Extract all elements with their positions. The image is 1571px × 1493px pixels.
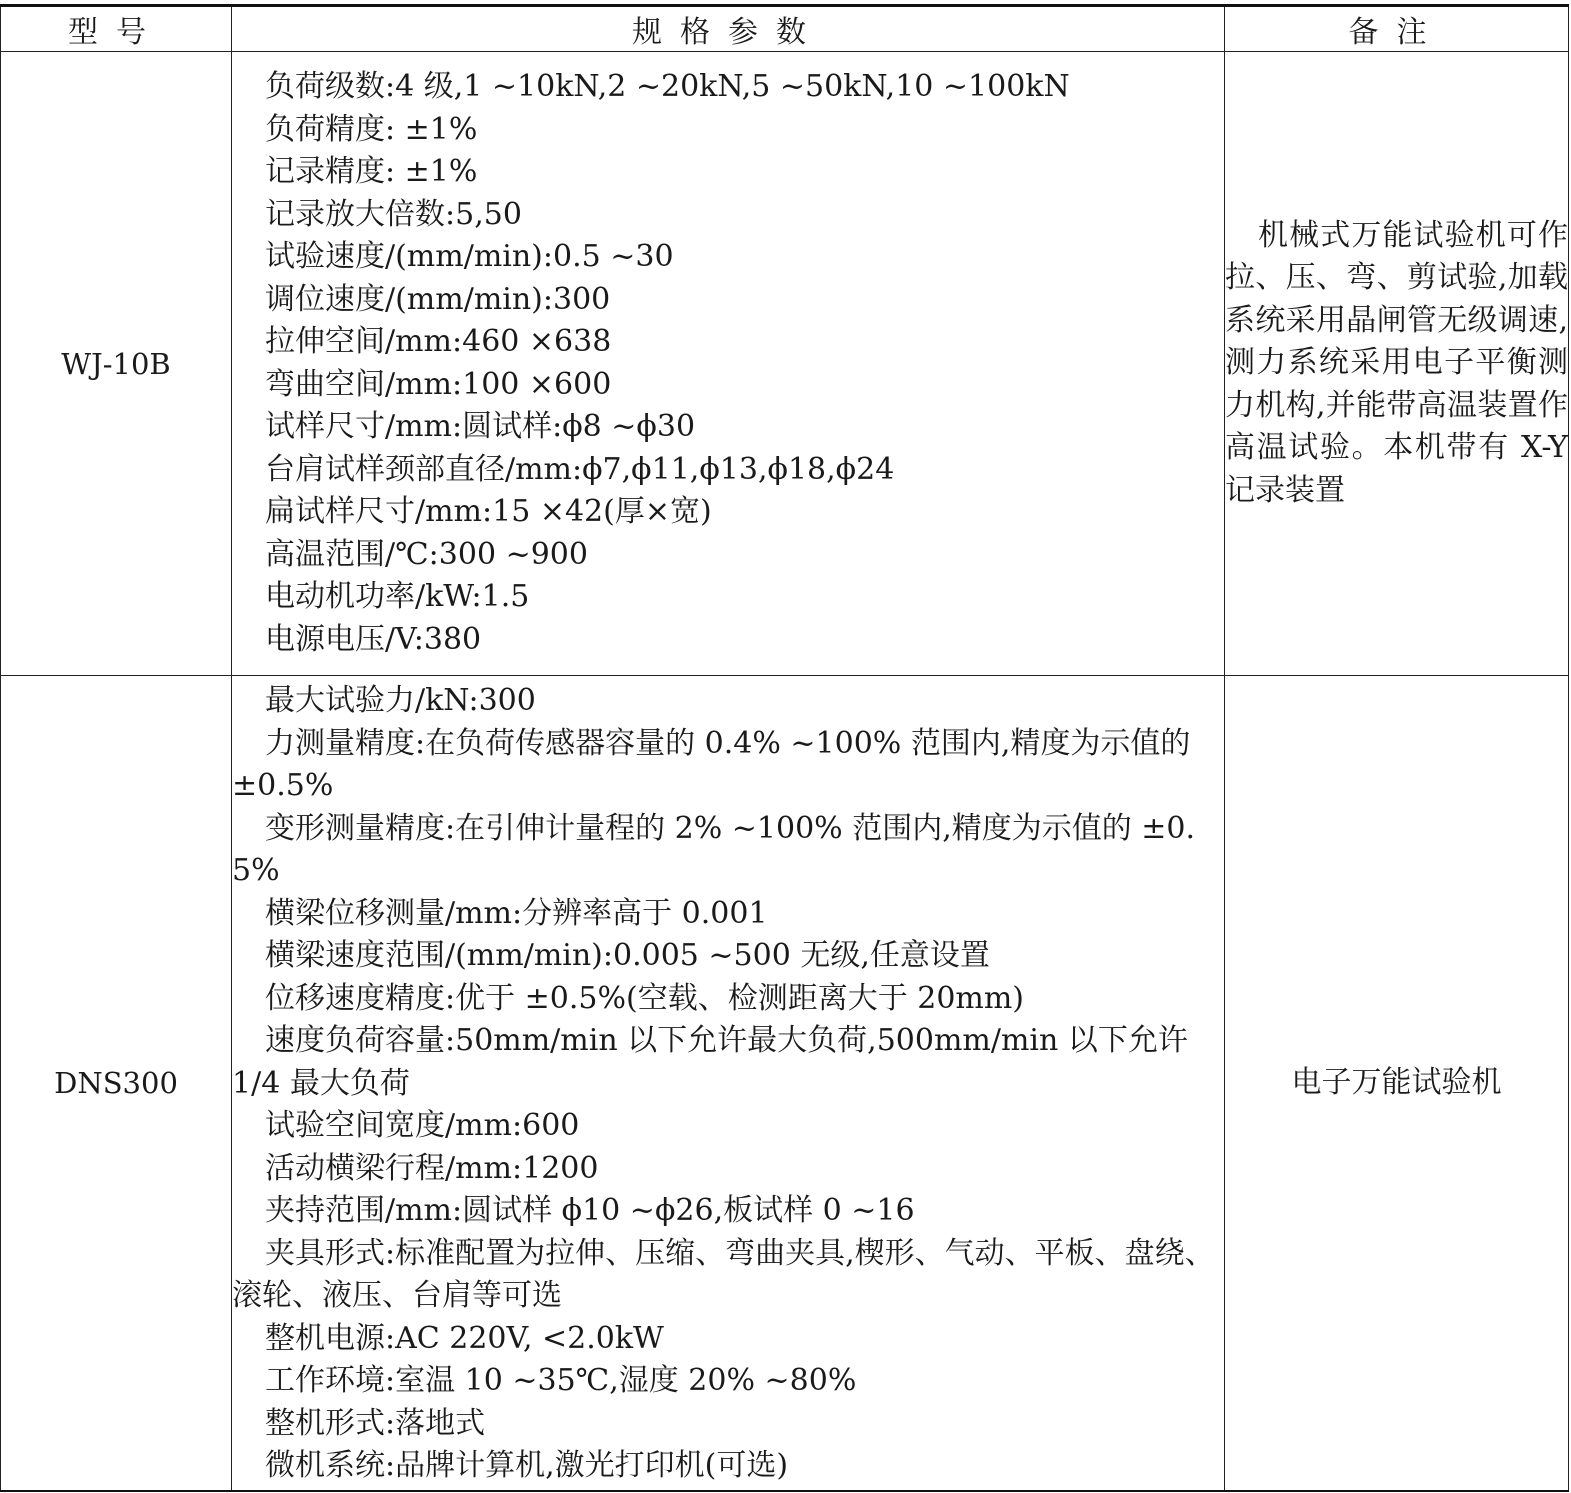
spec-line: 活动横梁行程/mm:1200 [265, 1150, 599, 1186]
spec-line: 记录放大倍数:5,50 [265, 196, 522, 232]
model-cell: WJ-10B [1, 52, 232, 676]
spec-line: 试样尺寸/mm:圆试样:ϕ8 ~ϕ30 [265, 409, 696, 444]
spec-cell [232, 676, 1225, 1491]
spec-line: 变形测量精度:在引伸计量程的 2% ~100% 范围内,精度为示值的 ±0.5% [232, 810, 1196, 888]
header-note: 备注 [1225, 6, 1569, 52]
spec-line: 台肩试样颈部直径/mm:ϕ7,ϕ11,ϕ13,ϕ18,ϕ24 [265, 451, 895, 487]
spec-line: 试验速度/(mm/min):0.5 ~30 [265, 239, 674, 274]
spec-line: 微机系统:品牌计算机,激光打印机(可选) [265, 1448, 789, 1483]
spec-line: 夹具形式:标准配置为拉伸、压缩、弯曲夹具,楔形、气动、平板、盘绕、滚轮、液压、台肩等可选 [232, 1235, 1215, 1313]
spec-line: 弯曲空间/mm:100 ×600 [265, 366, 612, 402]
spec-line: 电动机功率/kW:1.5 [265, 579, 530, 614]
spec-line: 记录精度: ±1% [265, 154, 478, 189]
header-spec: 规格参数 [232, 6, 1225, 52]
note-cell [1225, 52, 1569, 676]
spec-line: 速度负荷容量:50mm/min 以下允许最大负荷,500mm/min 以下允许 1/4 最大负荷 [232, 1023, 1188, 1101]
spec-line: 调位速度/(mm/min):300 [265, 281, 611, 317]
note-text: 机械式万能试验机可作拉、压、弯、剪试验,加载系统采用晶闸管无级调速,测力系统采用电子平衡测力机构,并能带高温装置作高温试验。本机带有 X-Y 记录装置 [1225, 217, 1568, 508]
spec-line: 负荷级数:4 级,1 ~10kN,2 ~20kN,5 ~50kN,10 ~100kN [265, 69, 1070, 104]
header-model: 型号 [1, 6, 232, 52]
spec-line: 扁试样尺寸/mm:15 ×42(厚×宽) [265, 494, 712, 529]
spec-line: 最大试验力/kN:300 [265, 683, 536, 718]
spec-line: 位移速度精度:优于 ±0.5%(空载、检测距离大于 20mm) [265, 980, 1025, 1016]
spec-line: 电源电压/V:380 [265, 621, 482, 657]
spec-line: 力测量精度:在负荷传感器容量的 0.4% ~100% 范围内,精度为示值的 ±0.5% [232, 725, 1191, 803]
spec-line: 整机电源:AC 220V, <2.0kW [265, 1320, 664, 1356]
spec-line: 夹持范围/mm:圆试样 ϕ10 ~ϕ26,板试样 0 ~16 [265, 1193, 915, 1228]
spec-line: 工作环境:室温 10 ~35℃,湿度 20% ~80% [265, 1363, 857, 1398]
spec-line: 试验空间宽度/mm:600 [265, 1108, 580, 1143]
table-row [1, 676, 1569, 1491]
spec-line: 高温范围/℃:300 ~900 [265, 536, 588, 572]
model-cell: DNS300 [1, 676, 232, 1491]
table-header [1, 6, 1569, 52]
spec-cell [232, 52, 1225, 676]
spec-line: 整机形式:落地式 [265, 1405, 486, 1441]
table-row [1, 52, 1569, 676]
note-cell: 电子万能试验机 [1225, 676, 1569, 1491]
spec-line: 负荷精度: ±1% [265, 111, 478, 147]
spec-line: 拉伸空间/mm:460 ×638 [265, 324, 612, 359]
spec-table [0, 4, 1569, 1492]
spec-line: 横梁速度范围/(mm/min):0.005 ~500 无级,任意设置 [265, 938, 990, 973]
spec-line: 横梁位移测量/mm:分辨率高于 0.001 [265, 895, 768, 931]
